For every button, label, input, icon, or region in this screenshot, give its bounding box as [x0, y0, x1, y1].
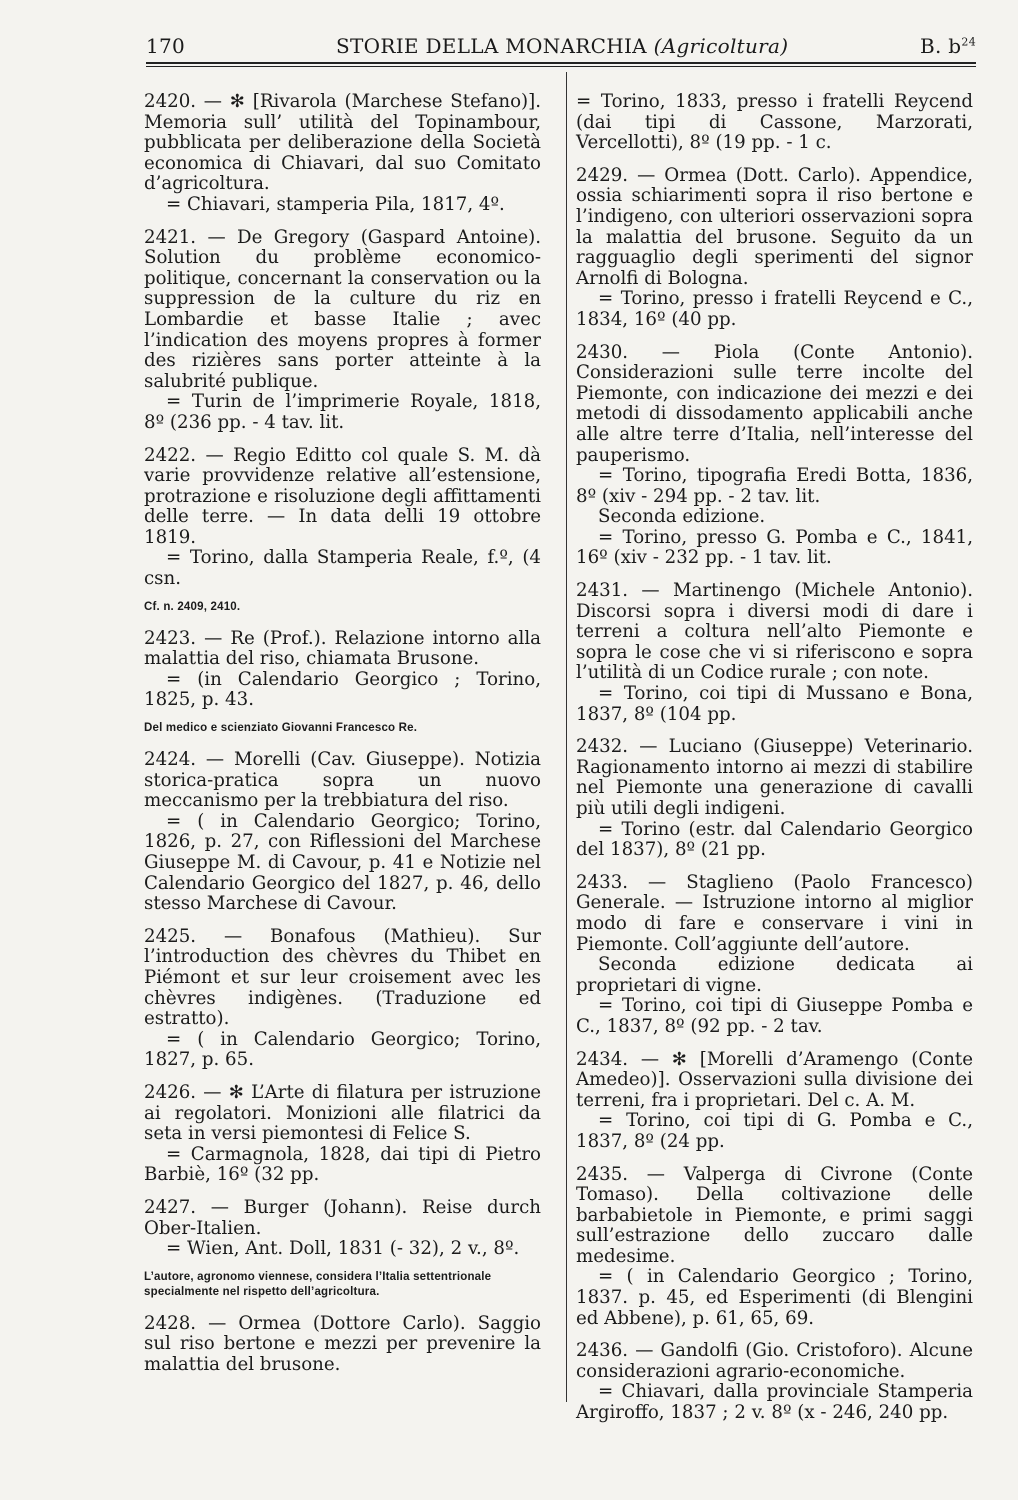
entry-imprint: = Torino, coi tipi di Mussano e Bona, 1837, 8º (104 pp.	[576, 683, 973, 725]
entry-number: 2424. —	[144, 749, 225, 771]
entry-description	[576, 92, 973, 154]
catalog-entry	[144, 750, 541, 915]
entry-description	[144, 629, 541, 670]
entry-number: 2429. —	[576, 164, 656, 186]
entry-footnote: Del medico e scienziato Giovanni Francesco Re.	[144, 722, 418, 735]
catalog-entry	[576, 1165, 973, 1330]
catalog-entry	[144, 1314, 541, 1376]
entry-number: 2427. —	[144, 1196, 229, 1218]
left-column	[144, 92, 541, 1387]
entry-description	[576, 581, 973, 684]
entry-number: 2436. —	[576, 1340, 654, 1362]
entry-text: Martinengo (Michele Antonio). Discorsi sopra i diversi modi di dare i terreni a coltura nell’alto Piemonte e sopra le cose che vi si riferiscono e sopra l’utilità di un Codice rurale ; con note.	[576, 580, 973, 684]
entry-description	[144, 228, 541, 393]
entry-number: 2433. —	[576, 871, 667, 893]
entry-imprint: = Wien, Ant. Doll, 1831 (- 32), 2 v., 8º.	[166, 1238, 520, 1260]
entry-footnote: Cf. n. 2409, 2410.	[144, 600, 241, 613]
entry-imprint: = Chiavari, dalla provinciale Stamperia Argiroffo, 1837 ; 2 v. 8º (x - 246, 240 pp.	[576, 1381, 973, 1424]
catalog-entry	[144, 1198, 541, 1260]
entry-imprint: = Torino, dalla Stamperia Reale, f.º, (4 csn.	[144, 547, 541, 590]
catalog-entry	[144, 1083, 541, 1186]
entry-number: 2422. —	[144, 444, 224, 466]
entry-imprint: = Torino, coi tipi di G. Pomba e C., 1837, 8º (24 pp.	[576, 1110, 973, 1152]
entry-description	[144, 1083, 541, 1145]
entry-number: 2434. —	[576, 1048, 660, 1070]
entry-number: 2430. —	[576, 341, 680, 363]
entry-imprint: = Turin de l’imprimerie Royale, 1818, 8º (236 pp. - 4 tav. lit.	[144, 391, 541, 433]
entry-imprint: = (in Calendario Georgico ; Torino, 1825, p. 43.	[144, 668, 541, 711]
catalog-entry	[576, 343, 973, 570]
entry-text: Staglieno (Paolo Francesco) Generale. — Istruzione intorno al miglior modo di fare e conservare i vini in Piemonte. Coll’aggiunte dell’autore.	[576, 871, 973, 955]
catalog-entry	[576, 737, 973, 861]
entry-imprint: = ( in Calendario Georgico; Torino, 1827, p. 65.	[144, 1028, 541, 1071]
entry-edition-note: Seconda edizione dedicata ai proprietari di vigne.	[576, 954, 973, 996]
running-title-section: (Agricoltura)	[653, 34, 789, 58]
running-title-main: STORIE DELLA MONARCHIA	[336, 34, 647, 58]
catalog-entry	[144, 228, 541, 434]
header-rule-thin	[146, 66, 976, 67]
entry-description	[144, 1314, 541, 1376]
entry-description	[576, 1050, 973, 1112]
catalog-entry	[144, 92, 541, 216]
entry-text: Ormea (Dott. Carlo). Appendice, ossia schiarimenti sopra il riso bertone e l’indigeno, con ulteriori osservazioni sopra la malattia del brusone. Seguito da un ragguaglio degli sperimenti del signor Arnolfi di Bologna.	[576, 164, 973, 289]
catalog-entry	[576, 581, 973, 725]
signature-sup: 24	[961, 35, 976, 49]
entry-number: 2421. —	[144, 226, 226, 248]
entry-imprint: = Torino, tipografia Eredi Botta, 1836, 8º (xiv - 294 pp. - 2 tav. lit.	[576, 465, 973, 507]
entry-text: Morelli (Cav. Giuseppe). Notizia storica-pratica sopra un nuovo meccanismo per la trebbiatura del riso.	[144, 749, 541, 812]
entry-imprint-second: = Torino, coi tipi di Giuseppe Pomba e C., 1837, 8º (92 pp. - 2 tav.	[576, 995, 973, 1037]
entry-footnote: L’autore, agronomo viennese, considera l’Italia settentrionale specialmente nel rispetto dell’agricoltura.	[144, 1270, 492, 1298]
entry-number: 2432. —	[576, 736, 658, 758]
entry-description	[576, 1165, 973, 1268]
entry-imprint-second: = Torino, presso G. Pomba e C., 1841, 16º (xiv - 232 pp. - 1 tav. lit.	[576, 526, 973, 569]
catalog-entry	[576, 1341, 973, 1423]
entry-description	[576, 873, 973, 955]
header-rule-thick	[146, 62, 976, 64]
entry-number: 2431. —	[576, 580, 660, 602]
entry-edition-note: Seconda edizione.	[598, 506, 766, 528]
running-title	[336, 34, 788, 58]
entry-text: Memoria sull’ utilità del Topinambour, pubblicata per deliberazione della Società economica di Chiavari, dal suo Comitato d’agricoltura.	[144, 111, 541, 195]
entry-imprint: = ( in Calendario Georgico ; Torino, 1837. p. 45, ed Esperimenti (di Blengini ed Abbene), p. 61, 65, 69.	[576, 1266, 973, 1329]
entry-imprint: = Chiavari, stamperia Pila, 1817, 4º.	[166, 193, 505, 215]
catalog-entry	[576, 1050, 973, 1153]
entry-imprint: = Torino (estr. dal Calendario Georgico del 1837), 8º (21 pp.	[576, 818, 973, 861]
entry-imprint: = ( in Calendario Georgico; Torino, 1826, p. 27, con Riflessioni del Marchese Giuseppe M. di Cavour, p. 41 e Notizie nel Calendario Georgico del 1827, p. 46, dello stesso Marchese di Cavour.	[144, 810, 541, 915]
entry-number: 2435. —	[576, 1163, 665, 1185]
entry-description	[576, 1341, 973, 1382]
entry-description	[144, 927, 541, 1030]
entry-number: 2423. —	[144, 627, 223, 649]
catalog-entry	[576, 873, 973, 1038]
entry-number: 2425. —	[144, 925, 243, 947]
entry-text: Gandolfi (Gio. Cristoforo). Alcune considerazioni agrario-economiche.	[576, 1340, 973, 1382]
running-header	[146, 34, 976, 60]
entry-number: 2420. —	[144, 91, 222, 112]
entry-text: Burger (Johann). Reise durch Ober-Italien.	[144, 1196, 541, 1239]
right-column	[576, 92, 973, 1436]
catalog-entry	[576, 166, 973, 331]
entry-text: = Torino, 1833, presso i fratelli Reycend (dai tipi di Cassone, Marzorati, Vercellotti), 8º (19 pp. - 1 c.	[576, 91, 973, 154]
entry-text: ✻ [Rivarola (Marchese Stefano)].	[229, 91, 541, 112]
catalog-entry	[144, 927, 541, 1071]
entry-text: Bonafous (Mathieu). Sur l’introduction des chèvres du Thibet en Piémont et sur leur croisement avec les chèvres indigènes. (Traduzione ed estratto).	[144, 925, 541, 1030]
column-divider	[566, 72, 567, 1402]
entry-number: 2426. —	[144, 1081, 222, 1103]
signature-mark	[920, 34, 976, 58]
entry-description	[576, 343, 973, 467]
entry-text: ✻ [Morelli d’Aramengo (Conte Amedeo)]. Osservazioni sulla divisione dei terreni, fra i proprietari. Del c. A. M.	[576, 1048, 973, 1111]
catalog-entry	[144, 446, 541, 590]
entry-imprint: = Torino, presso i fratelli Reycend e C., 1834, 16º (40 pp.	[576, 288, 973, 330]
page-number: 170	[146, 34, 186, 58]
entry-description	[576, 166, 973, 290]
entry-text: Regio Editto col quale S. M. dà varie provvidenze relative all’estensione, protrazione e risoluzione degli affittamenti delle terre. — In data delli 19 ottobre 1819.	[144, 444, 541, 548]
entry-description	[144, 92, 541, 195]
catalog-entry	[576, 92, 973, 154]
entry-text: Valperga di Civrone (Conte Tomaso). Della coltivazione delle barbabietole in Piemonte, e primi saggi sull’estrazione dello zuccaro dalle medesime.	[576, 1163, 973, 1267]
entry-description	[144, 750, 541, 812]
entry-text: ✻ L’Arte di filatura per istruzione ai regolatori. Monizioni alle filatrici da seta in versi piemontesi di Felice S.	[144, 1081, 541, 1145]
entry-imprint: = Carmagnola, 1828, dai tipi di Pietro Barbiè, 16º (32 pp.	[144, 1143, 541, 1186]
entry-text: Piola (Conte Antonio). Considerazioni sulle terre incolte del Piemonte, con indicazione dei mezzi e dei metodi di dissodamento applicabili anche alle altre terre d’Italia, nell’interesse del pauperismo.	[576, 341, 973, 466]
entry-text: De Gregory (Gaspard Antoine). Solution du problème economico-politique, concernant la conservation ou la suppression de la culture du riz en Lombardie et basse Italie ; avec l’indication des moyens propres à former des rizières sans porter atteinte à la salubrité publique.	[144, 226, 541, 392]
entry-description	[144, 1198, 541, 1239]
signature-text: B. b	[919, 34, 962, 58]
entry-description	[144, 446, 541, 549]
entry-text: Re (Prof.). Relazione intorno alla malattia del riso, chiamata Brusone.	[144, 627, 541, 670]
catalog-entry	[144, 629, 541, 711]
entry-description	[576, 737, 973, 819]
entry-number: 2428. —	[144, 1312, 227, 1334]
entry-text: Luciano (Giuseppe) Veterinario. Ragionamento intorno ai mezzi di stabilire nel Piemonte una generazione di cavalli più utili degli indigeni.	[576, 736, 973, 819]
entry-text: Ormea (Dottore Carlo). Saggio sul riso bertone e mezzi per prevenire la malattia del brusone.	[144, 1312, 541, 1375]
